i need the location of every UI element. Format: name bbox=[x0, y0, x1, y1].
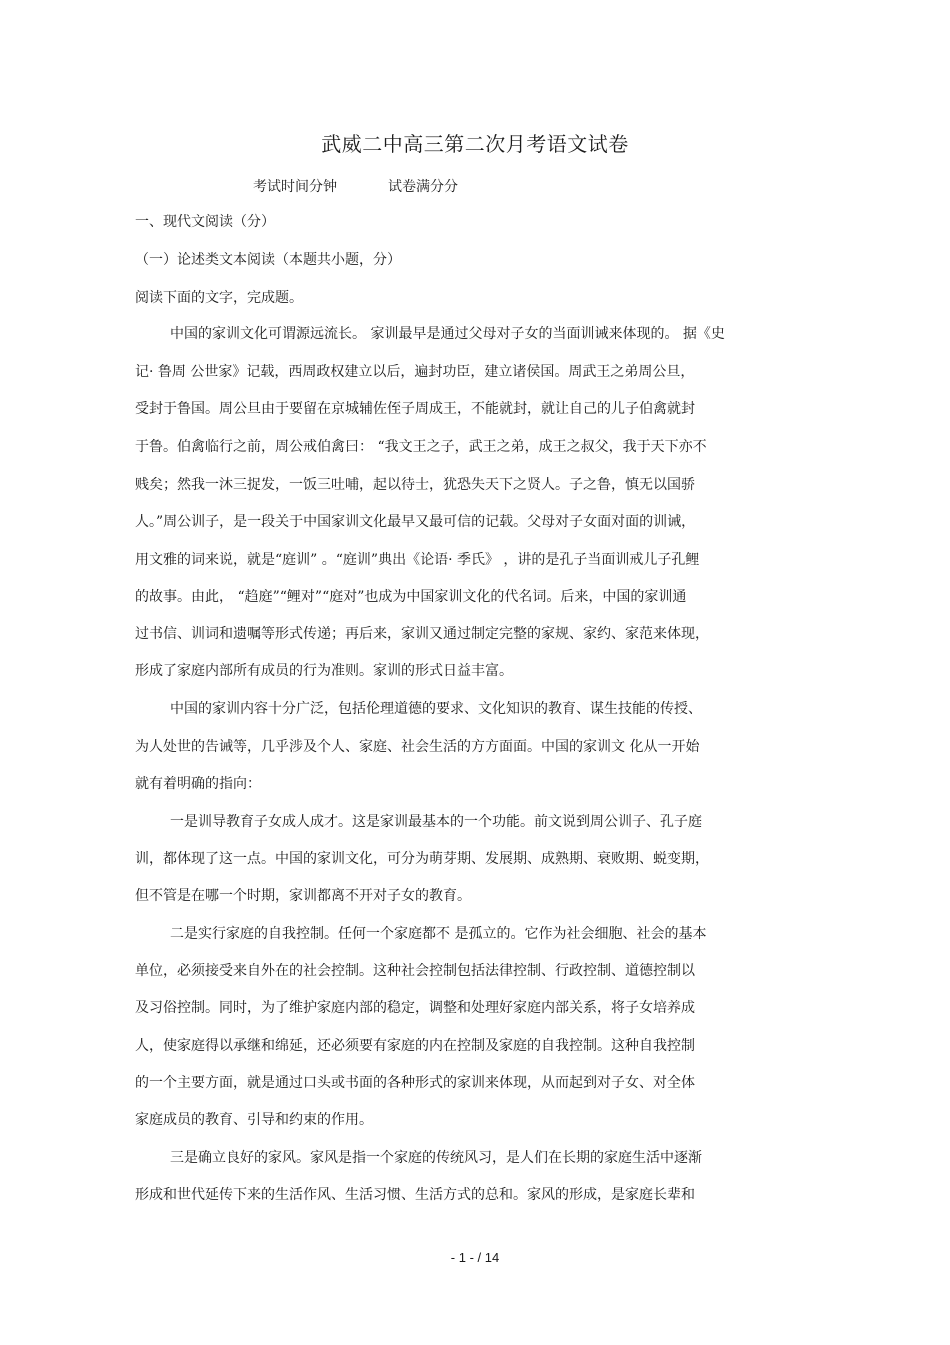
paragraph-line: 用文雅的词来说，就是“庭训” 。“庭训”典出《论语· 季氏》 ，讲的是孔子当面训戒儿子孔鲤 bbox=[135, 552, 700, 568]
paragraph-line: 二是实行家庭的自我控制。任何一个家庭都不 是孤立的。它作为社会细胞、社会的基本 bbox=[170, 926, 707, 942]
paragraph-line: 一是训导教育子女成人成才。这是家训最基本的一个功能。前文说到周公训子、孔子庭 bbox=[170, 814, 702, 830]
section-heading: 一、现代文阅读（分） bbox=[135, 214, 275, 230]
paragraph-line: 及习俗控制。同时，为了维护家庭内部的稳定，调整和处理好家庭内部关系，将子女培养成 bbox=[135, 1000, 695, 1016]
paragraph-line: 但不管是在哪一个时期，家训都离不开对子女的教育。 bbox=[135, 888, 471, 904]
paragraph-line: 的故事。由此， “趋庭”“鲤对”“庭对”也成为中国家训文化的代名词。后来，中国的家训通 bbox=[135, 589, 687, 605]
paragraph-line: 中国的家训内容十分广泛，包括伦理道德的要求、文化知识的教育、谋生技能的传授、 bbox=[170, 701, 702, 717]
paragraph-line: 人。”周公训子，是一段关于中国家训文化最早又最可信的记载。父母对子女面对面的训诫， bbox=[135, 514, 696, 530]
document-title: 武威二中高三第二次月考语文试卷 bbox=[321, 132, 629, 156]
paragraph-line: 就有着明确的指向： bbox=[135, 776, 261, 792]
paragraph-line: 为人处世的告诫等，几乎涉及个人、家庭、社会生活的方方面面。中国的家训文 化从一开始 bbox=[135, 739, 700, 755]
paragraph-line: 记· 鲁周 公世家》记载，西周政权建立以后，遍封功臣，建立诸侯国。周武王之弟周公旦， bbox=[135, 364, 695, 380]
paragraph-line: 形成了家庭内部所有成员的行为准则。家训的形式日益丰富。 bbox=[135, 663, 513, 679]
paragraph-line: 训，都体现了这一点。中国的家训文化，可分为萌芽期、发展期、成熟期、衰败期、蜕变期， bbox=[135, 851, 709, 867]
instruction-text: 阅读下面的文字，完成题。 bbox=[135, 290, 303, 306]
paragraph-line: 于鲁。伯禽临行之前，周公戒伯禽曰： “我文王之子，武王之弟，成王之叔父，我于天下亦不 bbox=[135, 439, 707, 455]
paragraph-line: 人，使家庭得以承继和绵延，还必须要有家庭的内在控制及家庭的自我控制。这种自我控制 bbox=[135, 1038, 695, 1054]
paragraph-line: 过书信、训词和遗嘱等形式传递；再后来，家训又通过制定完整的家规、家约、家范来体现， bbox=[135, 626, 709, 642]
paragraph-line: 形成和世代延传下来的生活作风、生活习惯、生活方式的总和。家风的形成，是家庭长辈和 bbox=[135, 1187, 695, 1203]
paragraph-line: 受封于鲁国。周公旦由于要留在京城辅佐侄子周成王，不能就封，就让自己的儿子伯禽就封 bbox=[135, 401, 695, 417]
page-number: - 1 - / 14 bbox=[450, 1250, 500, 1265]
paragraph-line: 中国的家训文化可谓源远流长。 家训最早是通过父母对子女的当面训诫来体现的。 据《史 bbox=[170, 326, 725, 342]
exam-score: 试卷满分分 bbox=[388, 179, 458, 195]
paragraph-line: 单位，必须接受来自外在的社会控制。这种社会控制包括法律控制、行政控制、道德控制以 bbox=[135, 963, 695, 979]
exam-time: 考试时间分钟 bbox=[253, 179, 337, 195]
paragraph-line: 三是确立良好的家风。家风是指一个家庭的传统风习，是人们在长期的家庭生活中逐渐 bbox=[170, 1150, 702, 1166]
paragraph-line: 的一个主要方面，就是通过口头或书面的各种形式的家训来体现，从而起到对子女、对全体 bbox=[135, 1075, 695, 1091]
paragraph-line: 家庭成员的教育、引导和约束的作用。 bbox=[135, 1112, 373, 1128]
subsection-heading: （一）论述类文本阅读（本题共小题，分） bbox=[135, 252, 401, 268]
paragraph-line: 贱矣；然我一沐三捉发，一饭三吐哺，起以待士，犹恐失天下之贤人。子之鲁，慎无以国骄 bbox=[135, 477, 695, 493]
